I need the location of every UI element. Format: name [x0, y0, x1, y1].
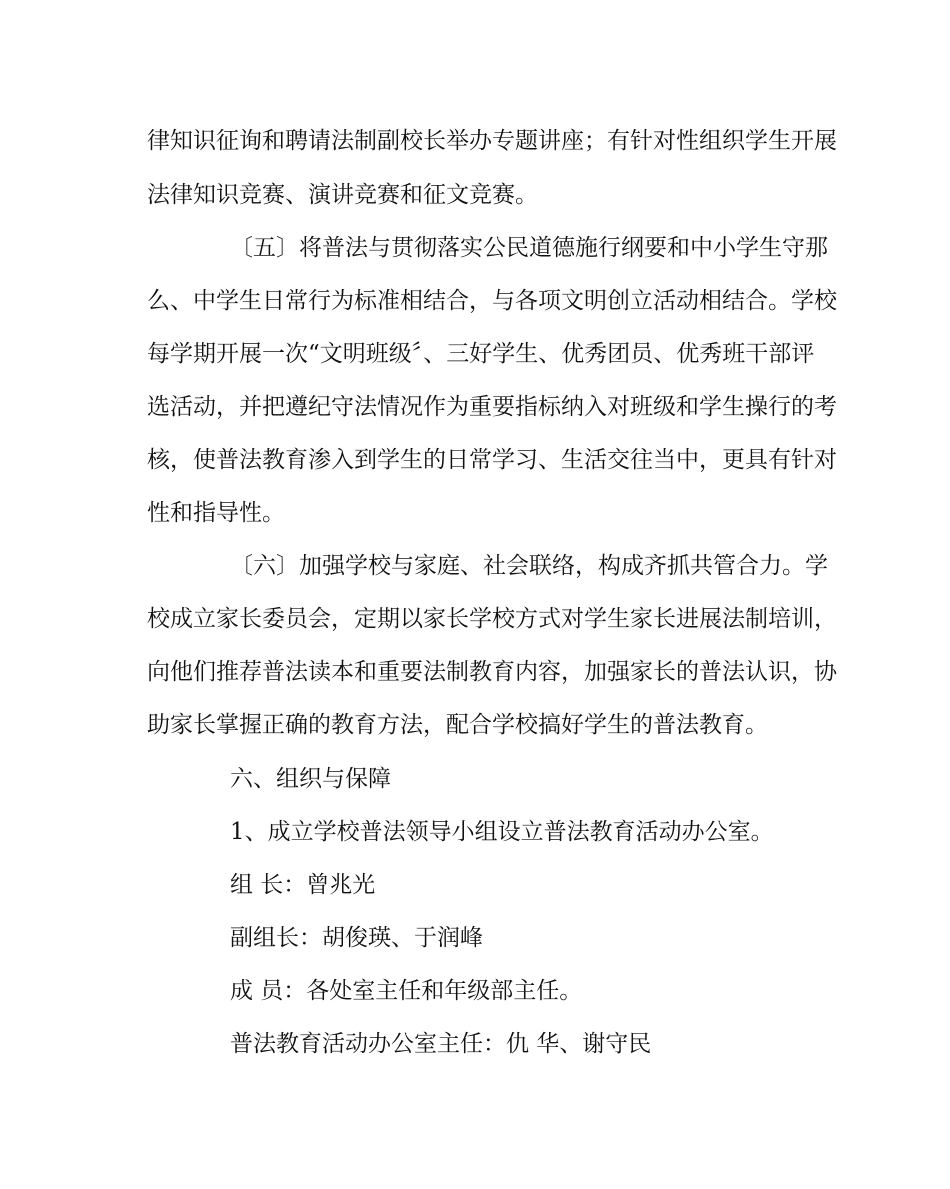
item-1: 1、成立学校普法领导小组设立普法教育活动办公室。	[230, 819, 774, 845]
section-five-line-5: 核，使普法教育渗入到学生的日常学习、生活交往当中，更具有针对	[147, 447, 837, 473]
section-six-line-4: 助家长掌握正确的教育方法，配合学校搞好学生的普法教育。	[147, 712, 768, 738]
section-six-line-1: 〔六〕加强学校与家庭、社会联络，构成齐抓共管合力。学	[230, 553, 828, 579]
section-six-line-2: 校成立家长委员会，定期以家长学校方式对学生家长进展法制培训，	[147, 606, 837, 632]
deputy-leader: 副组长：胡俊瑛、于润峰	[230, 925, 483, 951]
section-six-line-3: 向他们推荐普法读本和重要法制教育内容，加强家长的普法认识，协	[147, 659, 837, 685]
office-director: 普法教育活动办公室主任：仇 华、谢守民	[230, 1031, 652, 1057]
body-line-1: 律知识征询和聘请法制副校长举办专题讲座；有针对性组织学生开展	[147, 128, 837, 154]
section-five-line-1: 〔五〕将普法与贯彻落实公民道德施行纲要和中小学生守那	[230, 235, 828, 261]
section-five-line-6: 性和指导性。	[147, 500, 285, 526]
section-five-line-2: 么、中学生日常行为标准相结合，与各项文明创立活动相结合。学校	[147, 288, 837, 314]
group-leader: 组 长：曾兆光	[230, 872, 376, 898]
heading-organization: 六、组织与保障	[230, 766, 391, 792]
body-line-2: 法律知识竞赛、演讲竞赛和征文竞赛。	[147, 182, 538, 208]
section-five-line-3: 每学期开展一次“文明班级〞、三好学生、优秀团员、优秀班干部评	[147, 341, 815, 367]
section-five-line-4: 选活动，并把遵纪守法情况作为重要指标纳入对班级和学生操行的考	[147, 394, 837, 420]
members: 成 员：各处室主任和年级部主任。	[230, 978, 583, 1004]
